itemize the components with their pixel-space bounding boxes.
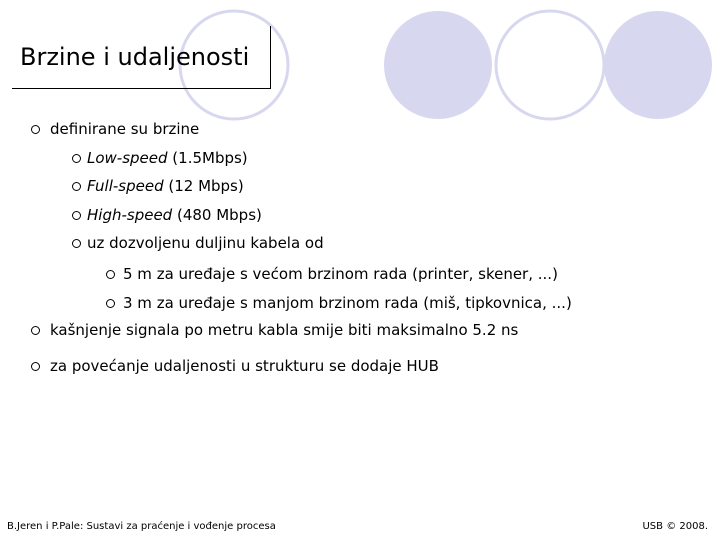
bullet-text: uz dozvoljenu duljinu kabela od [87, 234, 324, 252]
bullet-text: za povećanje udaljenosti u strukturu se dodaje HUB [50, 357, 439, 375]
decor-circle-3 [496, 11, 604, 119]
bullet-icon [106, 270, 115, 279]
bullet-icon [106, 299, 115, 308]
bullet-text: Full-speed (12 Mbps) [87, 177, 244, 195]
decor-circle-2 [384, 11, 492, 119]
footer-authors: B.Jeren i P.Pale: Sustavi za praćenje i vođenje procesa [7, 521, 276, 532]
bullet-text: kašnjenje signala po metru kabla smije biti maksimalno 5.2 ns [50, 321, 519, 339]
bullet-icon [31, 326, 40, 335]
footer-copyright: USB © 2008. [642, 521, 708, 532]
bullet-icon [72, 182, 81, 191]
bullet-text: definirane su brzine [50, 120, 200, 138]
bullet-text: High-speed (480 Mbps) [87, 206, 262, 224]
slide-title: Brzine i udaljenosti [20, 43, 250, 71]
bullet-text: 3 m za uređaje s manjom brzinom rada (miš, tipkovnica, ...) [123, 294, 572, 312]
decor-circle-4 [604, 11, 712, 119]
bullet-text: 5 m za uređaje s većom brzinom rada (printer, skener, ...) [123, 265, 558, 283]
bullet-icon [31, 362, 40, 371]
bullet-icon [72, 154, 81, 163]
bullet-text: Low-speed (1.5Mbps) [87, 149, 248, 167]
bullet-icon [72, 239, 81, 248]
bullet-icon [72, 211, 81, 220]
bullet-icon [31, 125, 40, 134]
